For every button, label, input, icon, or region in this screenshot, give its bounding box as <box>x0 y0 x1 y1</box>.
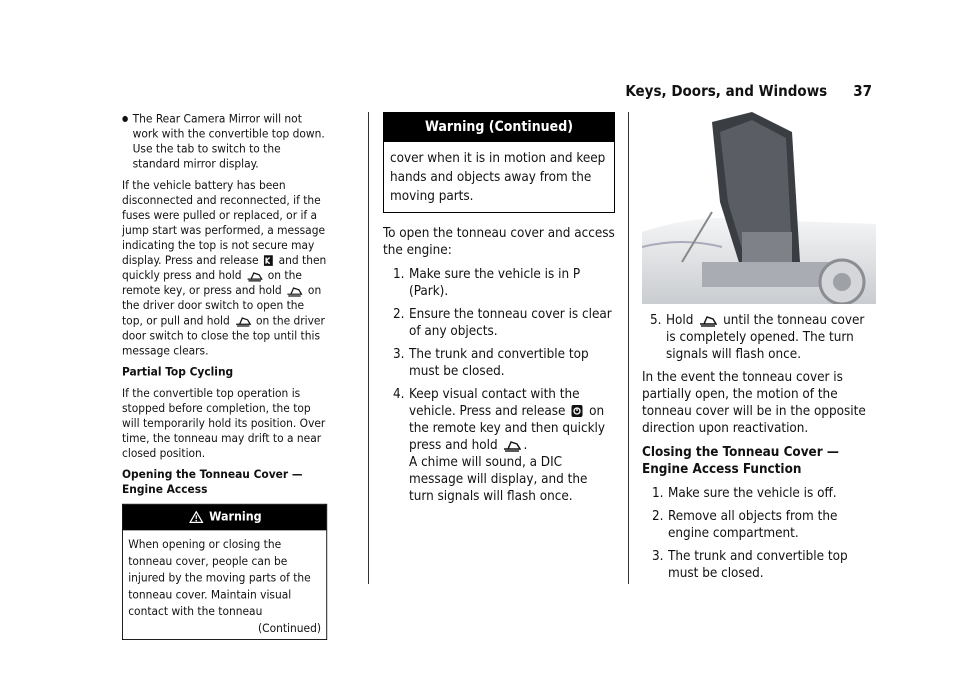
step-number: 2. <box>652 509 664 524</box>
list-item <box>393 346 615 380</box>
warning-text: When opening or closing the tonneau cover, people can be injured by the moving parts of the tonneau cover. Maintain visual contact with the tonneau <box>128 538 311 619</box>
text: Hold <box>666 313 694 328</box>
convertible-top-icon <box>247 269 263 281</box>
step-number: 3. <box>652 549 664 564</box>
convertible-top-icon <box>235 315 251 327</box>
warning-title: Warning <box>209 509 262 525</box>
text: and then quickly press and hold <box>122 254 327 283</box>
text: If the vehicle battery has been disconnected and reconnected, if the fuses were pulled or replaced, or if a jump start was performed, a message indicating the top is not secure may display. Press and release <box>122 179 326 268</box>
partial-cycling-paragraph: If the convertible top operation is stopped before completion, the top will temporarily hold its position. Over time, the tonneau may drift to a near closed position. <box>122 387 326 461</box>
text: A chime will sound, a DIC message will display, and the turn signals will flash once. <box>409 455 588 504</box>
list-item <box>652 485 876 502</box>
column-divider-2 <box>628 112 629 584</box>
step-number: 4. <box>393 387 405 402</box>
text: Keep visual contact with the vehicle. Press and release <box>409 387 580 419</box>
unlock-key-icon <box>264 254 274 266</box>
text: on the remote key and then quickly press and hold <box>409 404 606 453</box>
step-text: The trunk and convertible top must be closed. <box>409 347 589 379</box>
step-number: 5. <box>650 313 662 328</box>
section-title: Keys, Doors, and Windows <box>625 82 828 100</box>
subheading-partial-top-cycling: Partial Top Cycling <box>122 365 234 380</box>
list-item <box>652 548 876 582</box>
warning-header: Warning (Continued) <box>384 113 614 142</box>
step-text: Make sure the vehicle is in P (Park). <box>409 267 581 299</box>
battery-paragraph <box>122 178 327 358</box>
subheading-opening-tonneau: Opening the Tonneau Cover — Engine Access <box>122 468 303 497</box>
list-item <box>122 112 327 172</box>
bullet-text: The Rear Camera Mirror will not work with the convertible top down. Use the tab to switch to the standard mirror display. <box>132 112 325 172</box>
step-number: 1. <box>393 267 405 282</box>
list-item <box>393 306 615 340</box>
step-number: 3. <box>393 347 405 362</box>
page-number: 37 <box>853 82 872 100</box>
list-item <box>393 386 615 505</box>
step-text: Make sure the vehicle is off. <box>668 486 837 501</box>
text: until the tonneau cover is completely opened. The turn signals will flash once. <box>666 313 865 362</box>
convertible-top-icon <box>699 313 717 327</box>
warning-header <box>123 505 326 531</box>
continued-label: (Continued) <box>257 622 321 636</box>
list-item <box>652 508 876 542</box>
text: on the driver door switch to open the top, or pull and hold <box>122 284 322 328</box>
column-1 <box>122 112 327 640</box>
intro-paragraph: To open the tonneau cover and access the engine: <box>383 226 615 258</box>
column-3 <box>642 112 876 588</box>
step-number: 1. <box>652 486 664 501</box>
bullet-icon: ● <box>122 114 129 124</box>
column-divider-1 <box>368 112 369 584</box>
step-number: 2. <box>393 307 405 322</box>
text: . <box>523 438 528 453</box>
warning-body: cover when it is in motion and keep hands and objects away from the moving parts. <box>390 151 606 204</box>
subheading-closing-tonneau: Closing the Tonneau Cover — Engine Access Function <box>642 445 839 477</box>
warning-box-continued <box>383 112 615 213</box>
step-text <box>666 312 876 363</box>
tonneau-open-photo <box>642 112 876 304</box>
step-text <box>409 386 615 505</box>
convertible-top-icon <box>503 438 521 452</box>
partial-open-paragraph: In the event the tonneau cover is partially open, the motion of the tonneau cover will be in the opposite direction upon reactivation. <box>642 370 866 436</box>
remote-start-icon <box>571 404 583 418</box>
column-2 <box>383 112 615 511</box>
list-item <box>650 312 876 363</box>
step-text: The trunk and convertible top must be closed. <box>668 549 848 581</box>
list-item <box>393 266 615 300</box>
warning-triangle-icon <box>189 511 203 523</box>
page-header <box>625 82 872 100</box>
text: on the driver door switch to close the top until this message clears. <box>122 314 325 358</box>
warning-body <box>123 530 326 639</box>
warning-box <box>122 504 327 640</box>
text: on the remote key, or press and hold <box>122 269 302 298</box>
step-text: Ensure the tonneau cover is clear of any objects. <box>409 307 612 339</box>
convertible-top-icon <box>287 284 303 296</box>
step-text: Remove all objects from the engine compartment. <box>668 509 838 541</box>
